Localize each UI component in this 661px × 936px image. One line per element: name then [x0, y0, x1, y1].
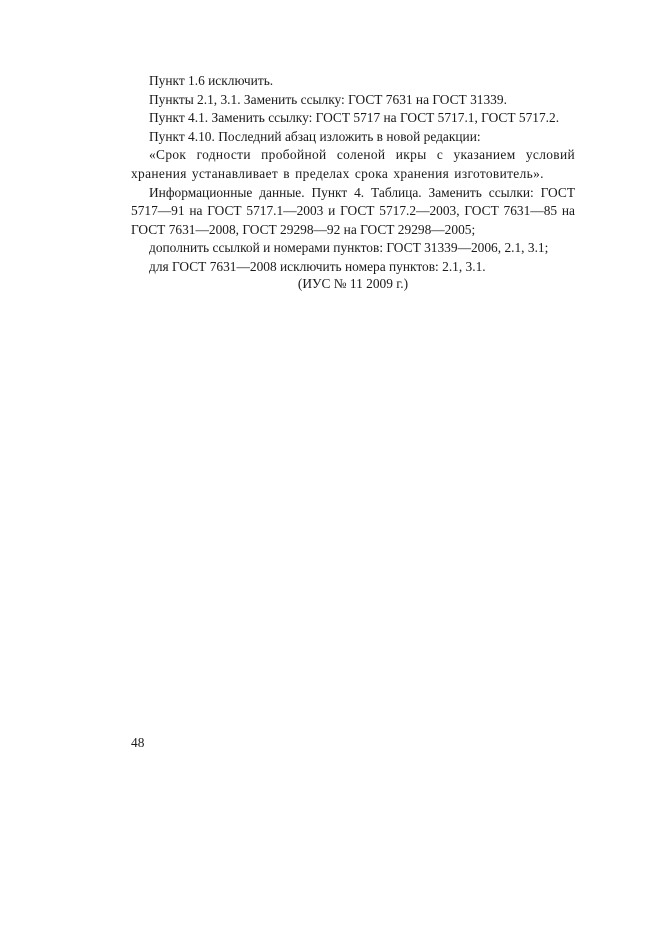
amendment-text [131, 72, 575, 277]
amendment-paragraph: для ГОСТ 7631—2008 исключить номера пунктов: 2.1, 3.1. [149, 258, 486, 274]
amendment-paragraph: Пункт 4.1. Заменить ссылку: ГОСТ 5717 на ГОСТ 5717.1, ГОСТ 5717.2. [149, 110, 560, 126]
amendment-paragraph: Пункт 1.6 исключить. [149, 73, 274, 88]
amendment-quote: «Срок годности пробойной соленой икры с указанием условий хранения устанавливает в пределах срока хранения изготовитель». [131, 147, 575, 181]
page-number: 48 [131, 735, 145, 750]
source-note: (ИУС № 11 2009 г.) [297, 276, 409, 291]
amendment-paragraph: Пункт 4.10. Последний абзац изложить в новой редакции: [149, 128, 481, 144]
amendment-paragraph: дополнить ссылкой и номерами пунктов: ГОСТ 31339—2006, 2.1, 3.1; [149, 240, 549, 256]
amendment-paragraph: Пункты 2.1, 3.1. Заменить ссылку: ГОСТ 7631 на ГОСТ 31339. [149, 91, 507, 107]
amendment-paragraph: Информационные данные. Пункт 4. Таблица. Заменить ссылки: ГОСТ 5717—91 на ГОСТ 5717.1—2003 и ГОСТ 5717.2—2003, ГОСТ 7631—85 на ГОСТ 7631—2008, ГОСТ 29298—92 на ГОСТ 29298—2005; [131, 184, 575, 237]
